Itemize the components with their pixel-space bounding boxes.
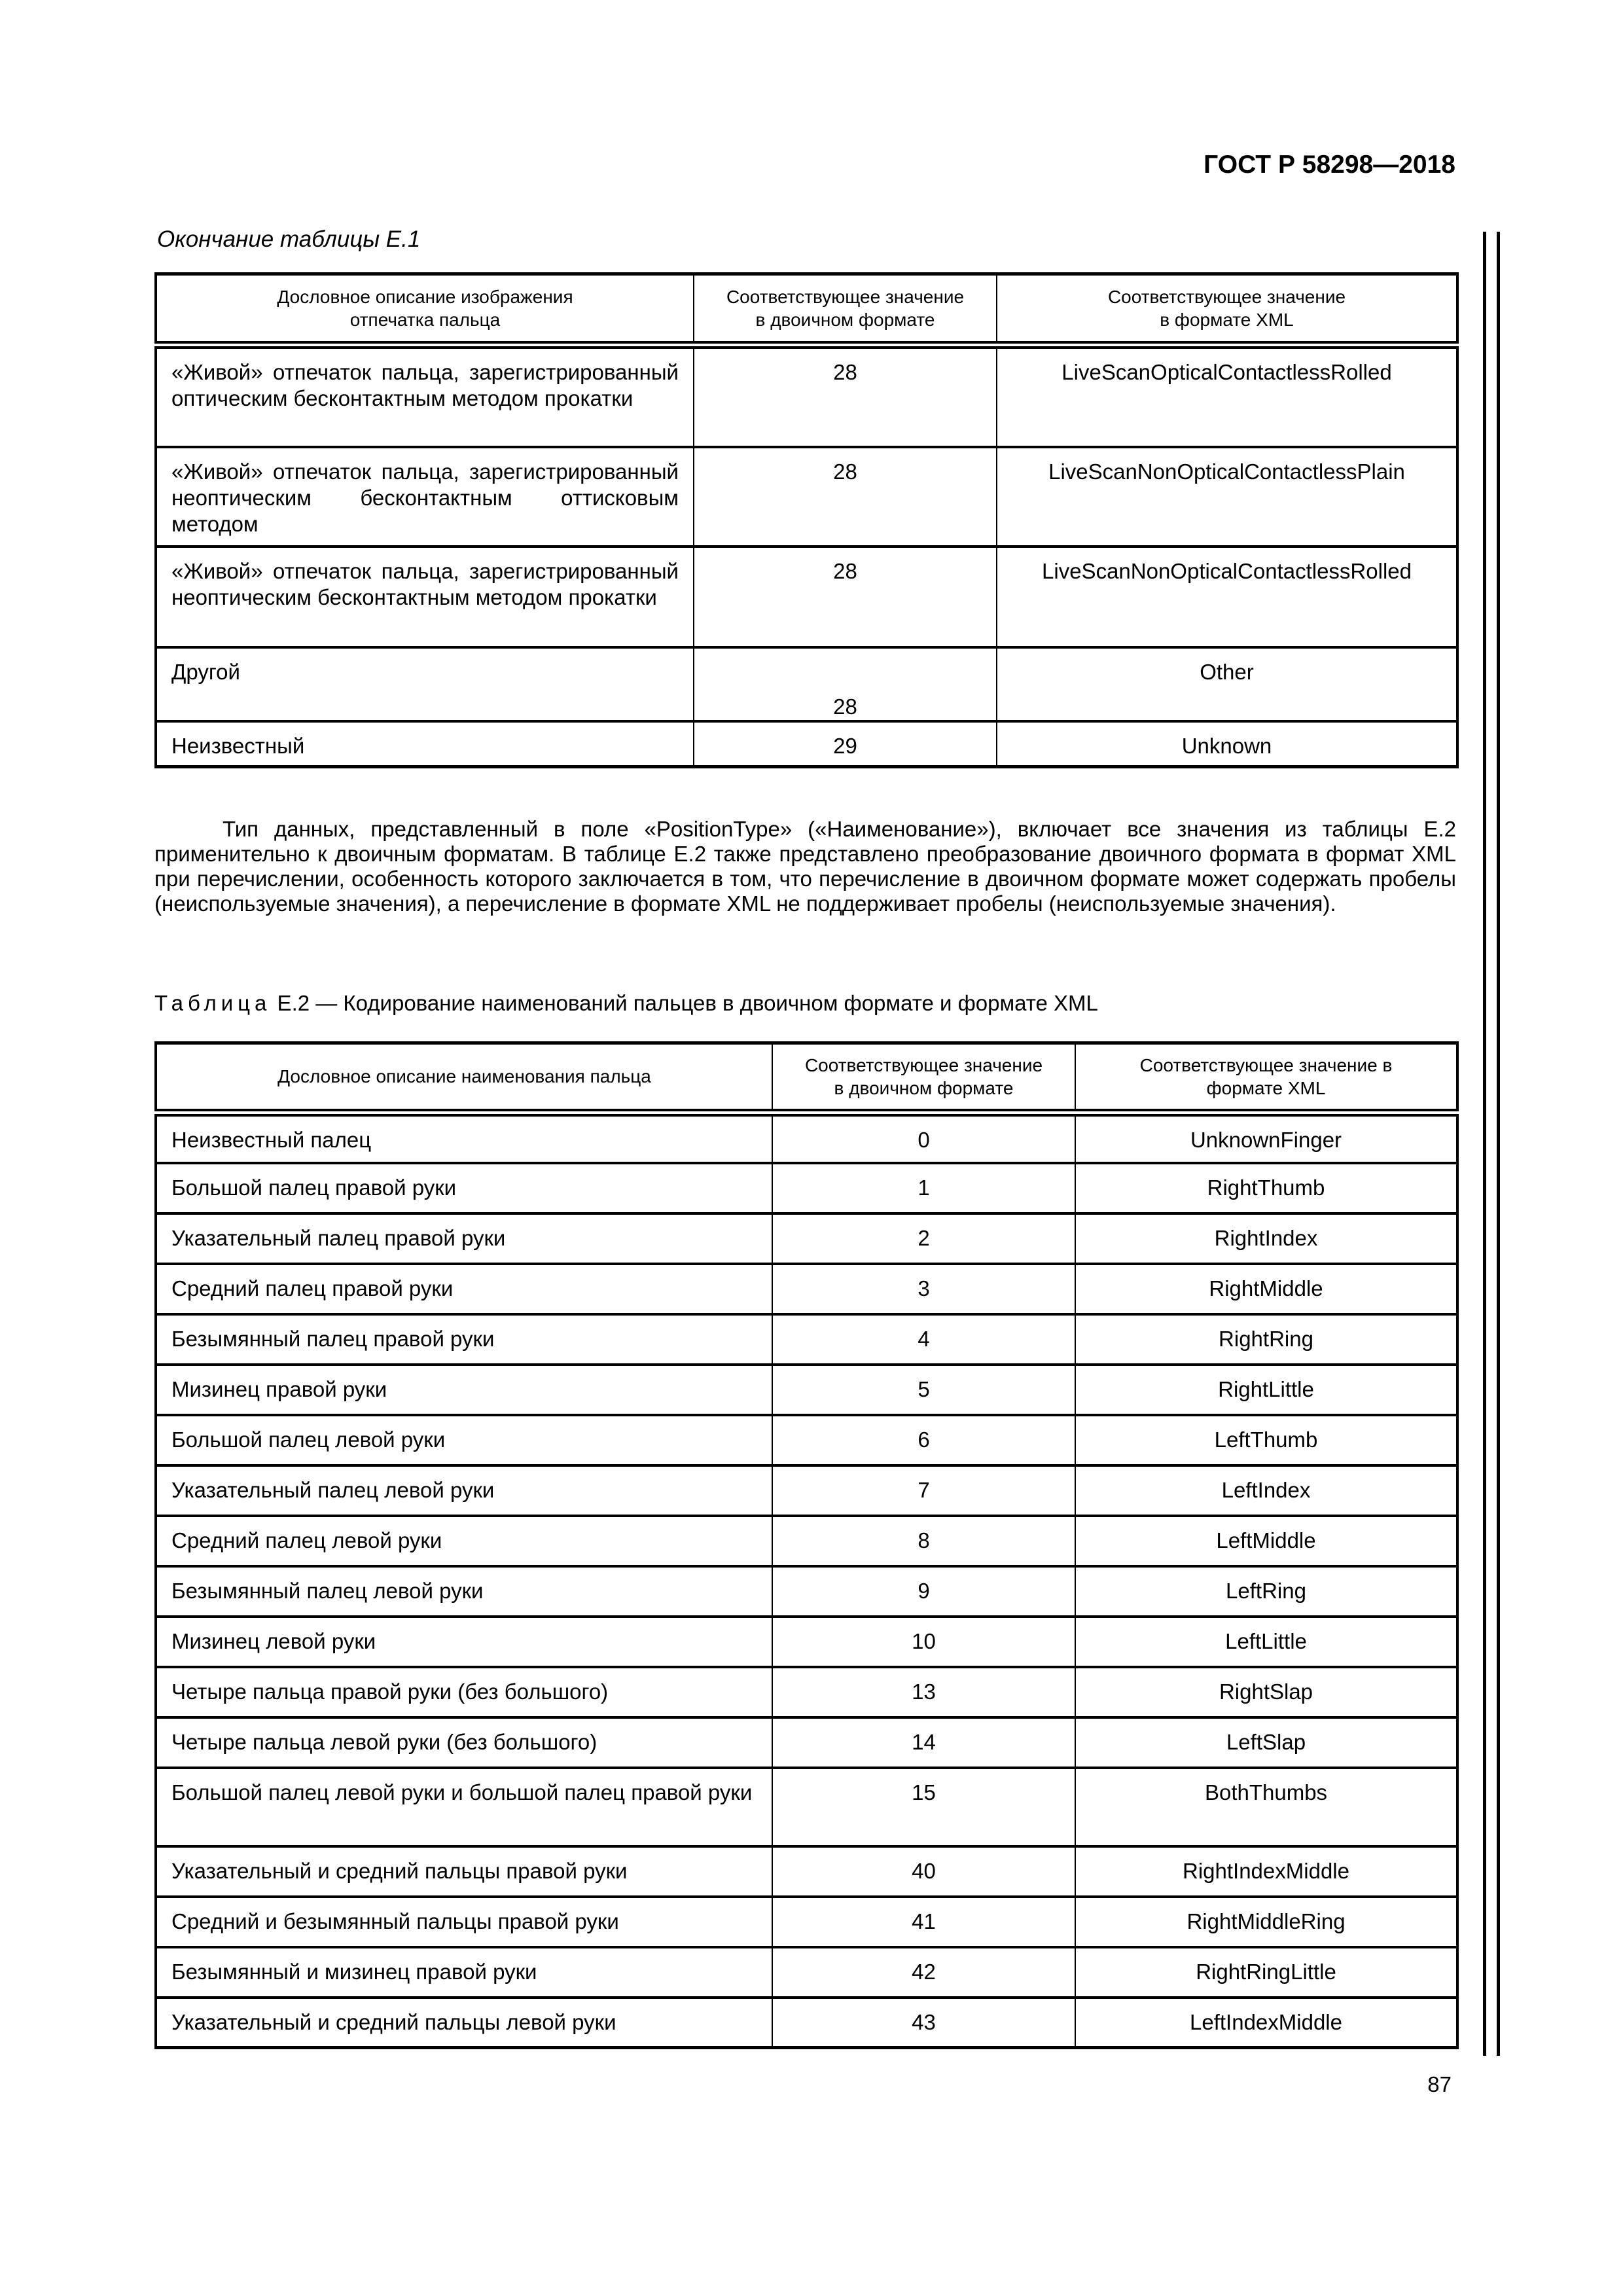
cell-binary: 13	[772, 1667, 1075, 1717]
table-row	[156, 647, 1457, 721]
column-header-binary: Соответствующее значение в двоичном формате	[694, 274, 997, 345]
cell-description: Средний палец правой руки	[156, 1264, 772, 1314]
cell-xml: RightSlap	[1075, 1667, 1457, 1717]
cell-binary: 15	[772, 1768, 1075, 1846]
table-row	[156, 721, 1457, 767]
cell-description: Безымянный и мизинец правой руки	[156, 1947, 772, 1998]
cell-binary: 28	[694, 345, 997, 447]
table-e1	[154, 272, 1459, 768]
cell-xml: LeftMiddle	[1075, 1516, 1457, 1566]
table-e2-caption	[154, 991, 1098, 1016]
cell-binary: 40	[772, 1846, 1075, 1897]
cell-binary: 2	[772, 1213, 1075, 1264]
column-header-xml: Соответствующее значение в формате XML	[997, 274, 1457, 345]
table-row	[156, 447, 1457, 547]
table-row	[156, 1846, 1457, 1897]
table-e2	[154, 1041, 1459, 2049]
cell-description: Безымянный палец левой руки	[156, 1566, 772, 1617]
cell-binary: 42	[772, 1947, 1075, 1998]
margin-change-bar-right	[1497, 232, 1500, 2056]
table-e2-caption-label: Таблица	[154, 991, 272, 1015]
cell-description: Большой палец левой руки и большой палец правой руки	[156, 1768, 772, 1846]
table-row	[156, 1717, 1457, 1768]
table-e1-continuation-caption: Окончание таблицы Е.1	[157, 226, 421, 252]
cell-description: Большой палец левой руки	[156, 1415, 772, 1465]
cell-description: Указательный и средний пальцы левой руки	[156, 1998, 772, 2048]
page-number: 87	[1427, 2072, 1452, 2096]
cell-binary: 28	[694, 547, 997, 647]
cell-xml: LiveScanNonOpticalContactlessPlain	[997, 447, 1457, 547]
cell-xml: RightRing	[1075, 1314, 1457, 1365]
cell-binary: 1	[772, 1163, 1075, 1213]
cell-binary: 28	[694, 447, 997, 547]
table-row	[156, 345, 1457, 447]
table-row	[156, 1365, 1457, 1415]
cell-description: Другой	[156, 647, 694, 721]
margin-change-bar-left	[1483, 232, 1486, 2056]
cell-xml: LeftIndex	[1075, 1465, 1457, 1516]
cell-description: Четыре пальца левой руки (без большого)	[156, 1717, 772, 1768]
cell-binary: 7	[772, 1465, 1075, 1516]
cell-xml: RightRingLittle	[1075, 1947, 1457, 1998]
cell-description: «Живой» отпечаток пальца, зарегистрированный неоптическим бесконтактным оттисковым методом	[156, 447, 694, 547]
cell-xml: Unknown	[997, 721, 1457, 767]
cell-xml: Other	[997, 647, 1457, 721]
cell-binary: 4	[772, 1314, 1075, 1365]
column-header-description: Дословное описание изображения отпечатка пальца	[156, 274, 694, 345]
table-row	[156, 1998, 1457, 2048]
cell-binary: 3	[772, 1264, 1075, 1314]
cell-binary: 5	[772, 1365, 1075, 1415]
table-row	[156, 1314, 1457, 1365]
cell-xml: UnknownFinger	[1075, 1113, 1457, 1163]
cell-xml: RightIndex	[1075, 1213, 1457, 1264]
cell-binary: 43	[772, 1998, 1075, 2048]
cell-binary: 0	[772, 1113, 1075, 1163]
cell-xml: RightLittle	[1075, 1365, 1457, 1415]
cell-xml: LeftLittle	[1075, 1617, 1457, 1667]
cell-xml: RightMiddle	[1075, 1264, 1457, 1314]
cell-description: Средний и безымянный пальцы правой руки	[156, 1897, 772, 1947]
cell-binary: 10	[772, 1617, 1075, 1667]
cell-xml: RightMiddleRing	[1075, 1897, 1457, 1947]
table-row	[156, 1947, 1457, 1998]
table-e2-header	[156, 1043, 1457, 1113]
table-row	[156, 1113, 1457, 1163]
cell-description: Неизвестный палец	[156, 1113, 772, 1163]
cell-description: Мизинец левой руки	[156, 1617, 772, 1667]
cell-xml: LiveScanNonOpticalContactlessRolled	[997, 547, 1457, 647]
column-header-xml: Соответствующее значение в формате XML	[1075, 1043, 1457, 1113]
cell-description: Четыре пальца правой руки (без большого)	[156, 1667, 772, 1717]
table-row	[156, 1415, 1457, 1465]
cell-description: Мизинец правой руки	[156, 1365, 772, 1415]
table-row	[156, 1213, 1457, 1264]
table-row	[156, 1465, 1457, 1516]
cell-description: «Живой» отпечаток пальца, зарегистрированный оптическим бесконтактным методом прокатки	[156, 345, 694, 447]
table-e1-header	[156, 274, 1457, 345]
cell-xml: BothThumbs	[1075, 1768, 1457, 1846]
cell-description: Указательный и средний пальцы правой руки	[156, 1846, 772, 1897]
cell-description: «Живой» отпечаток пальца, зарегистрированный неоптическим бесконтактным методом прокатки	[156, 547, 694, 647]
table-row	[156, 1667, 1457, 1717]
cell-description: Указательный палец левой руки	[156, 1465, 772, 1516]
column-header-binary: Соответствующее значение в двоичном формате	[772, 1043, 1075, 1113]
column-header-description: Дословное описание наименования пальца	[156, 1043, 772, 1113]
table-row	[156, 1768, 1457, 1846]
table-row	[156, 1897, 1457, 1947]
cell-xml: LeftSlap	[1075, 1717, 1457, 1768]
cell-binary: 41	[772, 1897, 1075, 1947]
cell-binary: 29	[694, 721, 997, 767]
cell-xml: LeftIndexMiddle	[1075, 1998, 1457, 2048]
cell-binary: 8	[772, 1516, 1075, 1566]
table-e2-caption-text: Е.2 — Кодирование наименований пальцев в двоичном формате и формате XML	[271, 991, 1098, 1015]
cell-binary: 6	[772, 1415, 1075, 1465]
document-code: ГОСТ Р 58298—2018	[1204, 151, 1455, 179]
cell-xml: RightThumb	[1075, 1163, 1457, 1213]
cell-description: Безымянный палец правой руки	[156, 1314, 772, 1365]
cell-description: Неизвестный	[156, 721, 694, 767]
table-row	[156, 1566, 1457, 1617]
cell-description: Большой палец правой руки	[156, 1163, 772, 1213]
cell-binary: 28	[694, 647, 997, 721]
table-row	[156, 547, 1457, 647]
table-row	[156, 1264, 1457, 1314]
table-row	[156, 1617, 1457, 1667]
cell-binary: 9	[772, 1566, 1075, 1617]
table-row	[156, 1516, 1457, 1566]
cell-description: Средний палец левой руки	[156, 1516, 772, 1566]
body-paragraph: Тип данных, представленный в поле «PositionType» («Наименование»), включает все значения из таблицы Е.2 применительно к двоичным форматам. В таблице Е.2 также представлено преобразование двоичного формата в формат XML при перечислении, особенность которого заключается в том, что перечисление в двоичном формате может содержать пробелы (неиспользуемые значения), а перечисление в формате XML не поддерживает пробелы (неиспользуемые значения).	[154, 817, 1456, 916]
cell-xml: LeftRing	[1075, 1566, 1457, 1617]
cell-xml: LeftThumb	[1075, 1415, 1457, 1465]
cell-xml: RightIndexMiddle	[1075, 1846, 1457, 1897]
cell-binary: 14	[772, 1717, 1075, 1768]
cell-description: Указательный палец правой руки	[156, 1213, 772, 1264]
cell-xml: LiveScanOpticalContactlessRolled	[997, 345, 1457, 447]
table-row	[156, 1163, 1457, 1213]
